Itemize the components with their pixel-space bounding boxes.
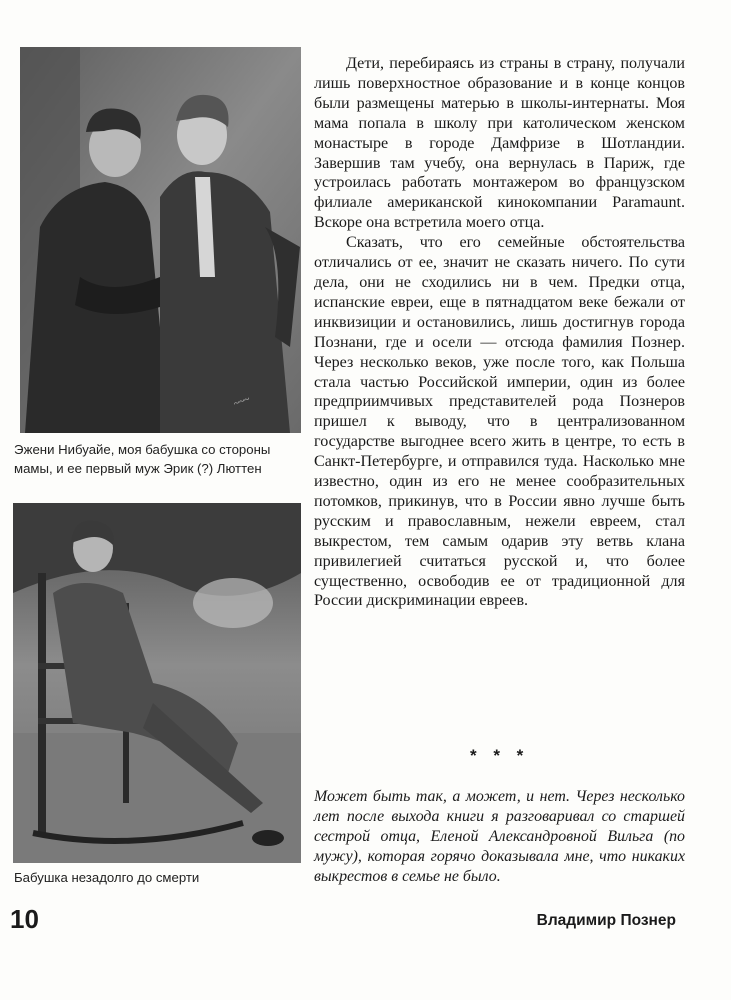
- photo1-caption: Эжени Нибуайе, моя бабушка со стороны мамы, и ее первый муж Эрик (?) Люттен: [14, 442, 271, 476]
- photo-grandmother-chair: [13, 503, 301, 863]
- page-number: 10: [10, 904, 39, 934]
- photo2-caption: Бабушка незадолго до смерти: [14, 870, 200, 885]
- section-separator: * * *: [470, 746, 530, 765]
- paragraph-1: Дети, перебираясь из страны в страну, получали лишь поверхностное образование и в конце концов были размещены матерью в школы-интернаты. Моя мама попала в школу при католическом женском монастыре в городе Дамфризе в Шотландии. Завершив там учебу, она вернулась в Париж, где устроилась работать монтажером во французском филиале американской кинокомпании Paramaunt. Вскоре она встретила моего отца.: [314, 55, 685, 232]
- photo-couple-portrait: [20, 47, 301, 433]
- running-footer-author: Владимир Познер: [536, 912, 676, 929]
- italic-paragraph: Может быть так, а может, и нет. Через несколько лет после выхода книги я разговаривал со старшей сестрой отца, Еленой Александровной Вильга (по мужу), которая горячо доказывала мне, что никаких выкрестов в семье не было.: [314, 788, 685, 885]
- svg-text:~~~: ~~~: [232, 393, 252, 410]
- main-text: [314, 54, 685, 611]
- paragraph-2: Сказать, что его семейные обстоятельства отличались от ее, значит не сказать ничего. По сути дела, они не сходились ни в чем. Предки отца, испанские евреи, еще в пятнадцатом веке бежали от инквизиции и остановились, лишь достигнув города Познани, где и осели — отсюда фамилия Познер. Через несколько веков, уже после того, как Польша стала частью Российской империи, один из более предприимчивых представителей рода Познеров пришел к выводу, что в централизованном государстве выгоднее всего жить в центре, то есть в Санкт-Петербурге, и отправился туда. Насколько мне известно, один из его не менее сообразительных потомков, прикинув, что в России явно лучше быть русским и православным, нежели евреем, стал выкрестом, тем самым одарив эту ветвь клана привилегией считаться русской и, что более существенно, освободив ее от традиционной для России дискриминации евреев.: [314, 234, 685, 610]
- italic-note: [314, 787, 685, 887]
